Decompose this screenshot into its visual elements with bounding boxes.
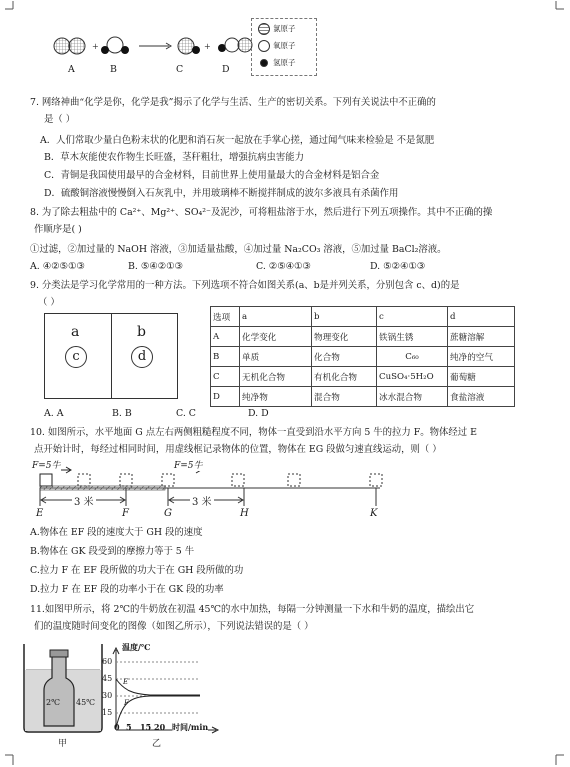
- q8-option-b: B. ⑤④②①③: [128, 261, 183, 272]
- distance-label-2: 3 米: [190, 493, 214, 508]
- svg-text:+: +: [92, 42, 99, 51]
- q9-option-a: A. A: [44, 408, 64, 419]
- q8-option-a: A. ④②⑤①③: [30, 261, 85, 272]
- q10-option-c: C.拉力 F 在 EF 段所做的功大于在 GH 段所做的功: [30, 565, 244, 576]
- q8-steps: ①过滤，②加过量的 NaOH 溶液，③加适量盐酸，④加过量 Na₂CO₃ 溶液，⑤加过量 BaCl₂溶液。: [30, 244, 447, 255]
- force-label-2: F=5牛: [174, 458, 203, 471]
- motion-diagram: [30, 458, 390, 522]
- q9-relation-box: [44, 313, 178, 399]
- molecule-a: [54, 38, 85, 54]
- set-a-label: a: [71, 324, 80, 340]
- q10-option-a: A.物体在 EF 段的速度大于 GH 段的速度: [30, 527, 203, 538]
- q8-stem-2: 作顺序是( ): [34, 224, 82, 235]
- table-row: [211, 367, 515, 387]
- q8-stem-1: 8. 为了除去粗盐中的 Ca²⁺、Mg²⁺、SO₄²⁻及泥沙，可将粗盐溶于水，然后进行下列五项操作。其中不正确的操: [30, 207, 493, 218]
- table-cell: B: [211, 347, 240, 367]
- point-k: K: [370, 508, 378, 519]
- table-cell: 化学变化: [240, 327, 312, 347]
- legend-hydrogen: 氢原子: [273, 58, 296, 67]
- point-f: F: [122, 508, 129, 519]
- table-cell: D: [211, 387, 240, 407]
- q10-option-d: D.拉力 F 在 EF 段的功率小于在 GK 段的功率: [30, 584, 224, 595]
- hydrogen-atom-icon: [260, 59, 268, 67]
- y-tick: 30: [102, 691, 113, 700]
- table-cell: 有机化合物: [312, 367, 377, 387]
- q7-stem-1: 7. 网络神曲“化学是你，化学是我”揭示了化学与生活、生产的密切关系。下列有关说法中不正确的: [30, 97, 436, 108]
- x-axis-label: 时间/min: [172, 722, 209, 732]
- chlorine-atom-icon: [258, 23, 270, 35]
- q9-option-d: D. D: [248, 408, 269, 419]
- table-cell: C: [211, 367, 240, 387]
- point-g: G: [164, 508, 172, 519]
- curve-label-f: F: [124, 699, 129, 707]
- x-tick: 5: [126, 722, 132, 732]
- set-d-circle: [131, 346, 153, 368]
- q7-stem-2: 是（ ）: [44, 114, 76, 125]
- svg-text:+: +: [204, 42, 211, 51]
- water-temp-label: 45℃: [76, 698, 96, 707]
- q8-option-c: C. ②⑤④①③: [256, 261, 311, 272]
- table-cell: 纯净物: [240, 387, 312, 407]
- q10-option-b: B.物体在 GK 段受到的摩擦力等于 5 牛: [30, 546, 195, 557]
- atom-legend: [251, 18, 317, 76]
- table-cell: 混合物: [312, 387, 377, 407]
- table-cell: CuSO₄·5H₂O: [377, 367, 448, 387]
- table-cell: c: [377, 307, 448, 327]
- table-cell: 纯净的空气: [448, 347, 515, 367]
- distance-label-1: 3 米: [72, 493, 96, 508]
- label-d: D: [222, 64, 230, 75]
- table-cell: C₆₀: [377, 347, 448, 367]
- table-cell: a: [240, 307, 312, 327]
- molecule-b: [101, 37, 129, 54]
- table-cell: 无机化合物: [240, 367, 312, 387]
- y-tick: 45: [102, 674, 113, 683]
- curve-label-e: E: [123, 678, 129, 686]
- caption-b: 乙: [152, 739, 162, 749]
- table-cell: 选项: [211, 307, 240, 327]
- point-h: H: [240, 508, 249, 519]
- table-cell: 化合物: [312, 347, 377, 367]
- table-cell: 食盐溶液: [448, 387, 515, 407]
- q7-option-b: B．草木灰能使农作物生长旺盛，茎秆粗壮，增强抗病虫害能力: [44, 152, 305, 163]
- q9-stem-2: （ ）: [38, 297, 60, 308]
- table-cell: 蔗糖溶解: [448, 327, 515, 347]
- force-label-1: F=5牛: [32, 458, 61, 471]
- q8-option-d: D. ⑤②④①③: [370, 261, 426, 272]
- molecule-c: [178, 38, 200, 54]
- label-a: A: [68, 64, 75, 75]
- table-cell: d: [448, 307, 515, 327]
- set-b-label: b: [137, 324, 146, 340]
- table-cell: 物理变化: [312, 327, 377, 347]
- molecule-figure: [44, 28, 254, 78]
- table-cell: 葡萄糖: [448, 367, 515, 387]
- x-tick: 20: [154, 722, 166, 732]
- y-axis-label: 温度/℃: [122, 642, 151, 652]
- q7-option-c: C．青铜是我国使用最早的合金材料，目前世界上使用量最大的合金材料是铝合金: [44, 170, 380, 181]
- q7-option-d: D．硫酸铜溶液慢慢倒入石灰乳中，并用玻璃棒不断搅拌制成的波尔多液具有杀菌作用: [44, 188, 399, 199]
- legend-oxygen: 氧原子: [273, 41, 296, 50]
- table-row: [211, 347, 515, 367]
- set-c-label: c: [72, 349, 80, 364]
- x-tick: 0: [114, 722, 120, 732]
- q9-option-table: [210, 306, 515, 407]
- q11-figure: [20, 640, 230, 750]
- table-cell: 铁锅生锈: [377, 327, 448, 347]
- table-cell: 冰水混合物: [377, 387, 448, 407]
- y-tick: 60: [102, 657, 113, 666]
- molecule-d: [218, 38, 252, 52]
- label-b: B: [110, 64, 117, 75]
- set-d-label: d: [137, 349, 147, 364]
- q10-stem-2: 点开始计时，每经过相同时间，用虚线框记录物体的位置，物体在 EG 段做匀速直线运动，则（ ）: [34, 444, 442, 455]
- q10-stem-1: 10. 如图所示，水平地面 G 点左右两侧粗糙程度不同，物体一直受到沿水平方向 5 牛的拉力 F。物体经过 E: [30, 427, 477, 438]
- table-cell: 单质: [240, 347, 312, 367]
- point-e: E: [36, 508, 44, 519]
- q9-option-c: C. C: [176, 408, 196, 419]
- table-row: [211, 327, 515, 347]
- q7-option-a: A．人们常取少量白色粉末状的化肥和消石灰一起放在手掌心搓，通过闻气味来检验是 不是氮肥: [40, 135, 435, 146]
- table-row: [211, 307, 515, 327]
- heating-diagram: [20, 640, 230, 750]
- q11-stem-1: 11.如图甲所示，将 2℃的牛奶放在初温 45℃的水中加热，每隔一分钟测量一下水和牛奶的温度，描绘出它: [30, 604, 475, 615]
- q11-stem-2: 们的温度随时间变化的图像（如图乙所示），下列说法错误的是（ ）: [34, 621, 314, 632]
- table-cell: A: [211, 327, 240, 347]
- label-c: C: [176, 64, 184, 75]
- set-c-circle: [65, 346, 87, 368]
- caption-a: 甲: [58, 739, 68, 749]
- oxygen-atom-icon: [258, 40, 270, 52]
- q10-motion-figure: [30, 458, 390, 522]
- y-tick: 15: [102, 708, 113, 717]
- x-tick: 15: [140, 722, 152, 732]
- milk-temp-label: 2℃: [46, 698, 61, 707]
- q9-option-b: B. B: [112, 408, 132, 419]
- table-row: [211, 387, 515, 407]
- table-cell: b: [312, 307, 377, 327]
- q9-stem-1: 9. 分类法是学习化学常用的一种方法。下列选项不符合如图关系(a、b是并列关系，分别包含 c、d)的是: [30, 280, 460, 291]
- legend-chlorine: 氯原子: [273, 24, 296, 33]
